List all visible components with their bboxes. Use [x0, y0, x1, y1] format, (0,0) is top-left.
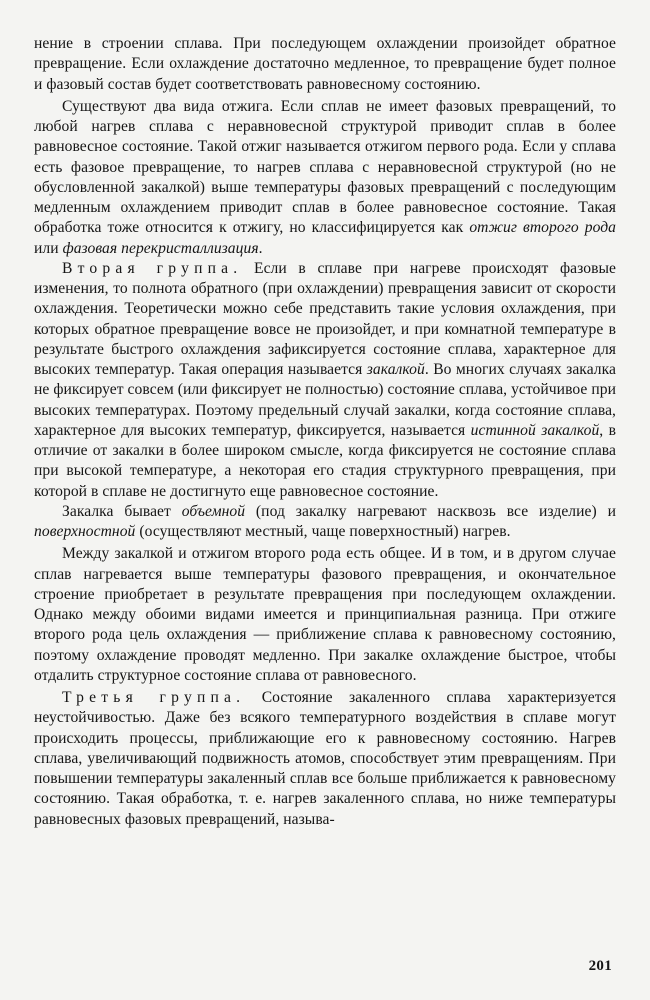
- term-italic: закалкой: [366, 361, 425, 378]
- paragraph-second-group: [34, 259, 616, 502]
- text-run: (осуществляют местный, чаще поверхностный) нагрев.: [135, 523, 511, 540]
- section-heading: Третья группа.: [62, 689, 246, 706]
- paragraph-annealing-types: [34, 97, 616, 259]
- text-run: , в отличие от закалки в более широком смысле, когда фиксируется не состояние сплава при высокой температуре, а некоторая его стадия структурного превращения, при которой в сплаве не достигнуто еще равновесное состояние.: [34, 421, 617, 500]
- text-run: . Во многих случаях закалка не фиксирует совсем (или фиксирует не полностью) состояние сплава, устойчивое при высоких температурах. Поэтому предельный случай закалки, когда состояние сплава, характерное для высоких температур, фиксируется, называется: [34, 361, 616, 439]
- page-number: 201: [588, 958, 612, 974]
- text-run: Если в сплаве при нагреве происходят фазовые изменения, то полнота обратного (при охлаждении) превращения зависит от скорости охлаждения. Теоретически можно себе представить такие условия охлаждения, при которых обратное превращение вовсе не произойдет, и при комнатной температуре в результате быстрого охлаждения зафиксируется состояние сплава, характерное для высоких температур. Такая операция называется: [34, 259, 616, 378]
- text-run: нение в строении сплава. При последующем охлаждении произойдет обратное превращение. Если охлаждение достаточно медленное, то превращение будет полное и фазовый состав будет соответствовать равновесному состоянию.: [34, 35, 616, 93]
- paragraph-comparison: [34, 544, 616, 686]
- text-run: (под закалку нагревают насквозь все изделие) и: [245, 502, 616, 520]
- text-run: Состояние закаленного сплава характеризуется неустойчивостью. Даже без всякого температурного воздействия в сплаве могут происходить процессы, приближающие его к равновесному состоянию. Нагрев сплава, увеличивающий подвижность атомов, способствует этим превращениям. При повышении температуры закаленный сплав все больше приближается к равновесному состоянию. Такая обработка, т. е. нагрев закаленного сплава, но ниже температуры равновесных фазовых превращений, называ-: [34, 689, 617, 828]
- term-italic: истинной закалкой: [470, 421, 600, 439]
- text-run: .: [258, 239, 263, 257]
- text-run: Существуют два вида отжига. Если сплав не имеет фазовых превращений, то любой нагрев сплава с неравновесной структурой приводит сплав в более равновесное состояние. Такой отжиг называется отжигом первого рода. Если у сплава есть фазовое превращение, то нагрев сплава с неравновесной структурой (но не обусловленной закалкой) выше температуры фазовых превращений с последующим медленным охлаждением приводит сплав в более равновесное состояние. Такая обработка тоже относится к отжигу, но классифицируется как: [34, 97, 616, 237]
- text-run: Между закалкой и отжигом второго рода есть общее. И в том, и в другом случае сплав нагревается выше температуры фазового превращения, и окончательное строение приобретает в результате превращения при последующем охлаждении. Однако между обоими видами имеется и принципиальная разница. При отжиге второго рода цель охлаждения — приближение сплава к равновесному состоянию, поэтому охлаждение проводят медленно. При закалке охлаждение быстрое, чтобы отдалить структурное состояние сплава от равновесного.: [34, 545, 616, 684]
- text-run: или: [34, 239, 63, 257]
- paragraph-1: [34, 34, 616, 95]
- term-italic: отжиг второго рода: [469, 219, 617, 237]
- term-italic: объемной: [181, 502, 246, 520]
- term-italic: поверхностной: [34, 523, 136, 540]
- term-italic: фазовая перекристаллизация: [62, 239, 259, 257]
- paragraph-third-group: [34, 688, 616, 830]
- paragraph-quench-kinds: [34, 502, 616, 543]
- text-run: Закалка бывает: [62, 502, 182, 520]
- section-heading: Вторая группа.: [62, 259, 243, 277]
